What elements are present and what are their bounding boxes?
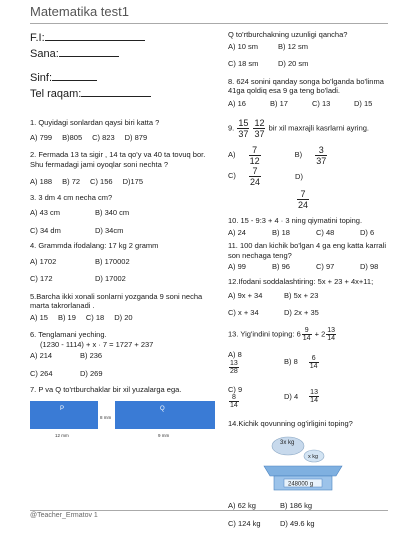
page-title: Matematika test1 [30,4,129,19]
option[interactable]: A) 8 $\frac{13}{28}$ [228,350,242,375]
option[interactable]: B) $\frac{3}{37}$ [294,145,327,166]
question-3: 3. 3 dm 4 cm necha cm? [30,192,113,202]
option[interactable]: D) 879 [124,132,148,142]
scale-reading: 248000 g [288,481,314,487]
option[interactable]: A) 99 [228,262,246,271]
option[interactable]: B) 5x + 23 [284,291,319,300]
option[interactable]: A) 799 [30,132,53,142]
option[interactable]: C) 124 kg [228,518,261,528]
option[interactable]: D) 15 [354,98,373,108]
option[interactable]: B) 12 sm [278,41,309,51]
question-1: 1. Quyidagi sonlardan qaysi biri katta ? [30,118,160,127]
option[interactable]: D) 98 [360,262,379,271]
option[interactable]: A) 16 [228,98,246,108]
question-14: 14.Kichik qovunning og'irligini toping? [228,419,353,428]
option[interactable]: C) 18 sm [228,59,259,68]
footer-credit: @Teacher_Ermatov 1 [30,512,98,519]
option[interactable]: A) 10 sm [228,41,259,51]
option[interactable]: C) 9 $\frac{8}{14}$ [228,384,243,409]
option[interactable]: C) 172 [30,274,53,283]
option[interactable]: A) 1702 [30,256,57,266]
date-field[interactable]: Sana: [30,46,210,62]
option[interactable]: B) 236 [80,351,103,360]
option[interactable]: C) $\frac{7}{24}$ [228,166,261,187]
question-5-options [30,313,210,323]
option[interactable]: A) 214 [30,351,53,360]
question-6: 6. Tenglamani yeching. [30,330,107,339]
equation: (1230 - 1114) + x · 7 = 1727 + 237 [40,339,154,349]
question-10: 10. 15 - 9:3 + 4 · 3 ning qiymatini toping. [228,216,363,225]
question-11-options [228,262,394,272]
option[interactable]: D) 2x + 35 [284,307,319,317]
option[interactable]: C) 823 [92,132,115,142]
question-9: 9. $\frac{15}{37}$ $\frac{12}{37}$ bir xil maxrajli kasrlarni ayring. [228,118,370,139]
question-4: 4. Grammda ifodalang: 17 kg 2 gramm [30,241,159,250]
option[interactable]: D) 20 [114,312,133,322]
option[interactable]: A) 43 cm [30,208,61,217]
question-8: 8. 624 sonini qanday songa bo'lganda bo'linma 41ga qoldiq esa 9 ga teng bo'ladi. [228,76,384,95]
question-7-options [228,42,394,52]
name-field[interactable]: F.I: [30,30,210,46]
option[interactable]: D) 269 [80,368,103,378]
option[interactable]: B) 340 cm [95,208,130,217]
question-5: 5.Barcha ikki xonali sonlarni yozganda 9 soni necha marta takrorlanadi . [30,291,203,310]
option[interactable]: D) 34cm [95,225,124,235]
scale-illustration [258,432,348,494]
option[interactable]: B) 170002 [95,256,130,266]
option[interactable]: B) 17 [270,98,288,108]
option[interactable]: C) 156 [90,177,113,186]
question-2-options [30,177,210,187]
option[interactable]: C) 48 [316,227,335,237]
question-2: 2. Fermada 13 ta sigir , 14 ta qo'y va 40 ta tovuq bor. Shu fermadagi jami oyoqlar soni nechta ? [30,150,206,169]
rectangle-q: Q [115,401,215,429]
question-3-options [30,208,210,218]
option[interactable]: B) 186 kg [280,501,313,510]
option[interactable]: C) 34 dm [30,225,61,235]
option[interactable]: D) [295,171,303,181]
fraction: $\frac{12}{37}$ [254,118,265,139]
option[interactable]: A) $\frac{7}{12}$ [228,145,260,166]
question-13-options [228,350,394,375]
option[interactable]: D) 49.6 kg [280,518,315,528]
title-divider [30,23,388,24]
question-4-options [30,257,210,267]
small-melon-label: x kg [308,453,319,460]
option[interactable]: A) 24 [228,227,246,237]
option[interactable]: C) 13 [312,98,331,108]
question-1-options [30,133,210,143]
option[interactable]: D) 17002 [95,274,126,283]
question-10-options [228,228,394,238]
left-column [30,30,210,441]
class-field[interactable]: Sinf: [30,70,210,86]
option[interactable]: B)805 [62,132,83,142]
question-13: 13. Yig'indini toping: 6 $\frac{9}{14}$ + 2 $\frac{13}{14}$ [228,327,336,342]
option[interactable]: C) 264 [30,368,53,378]
question-8-options [228,99,394,109]
option[interactable]: D) 6 [360,227,375,237]
question-11: 11. 100 dan kichik bo'lgan 4 ga eng katta karrali son nechaga teng? [228,241,387,260]
right-column [228,30,394,528]
option[interactable]: C) 97 [316,262,335,271]
option[interactable]: A) 62 kg [228,501,256,510]
option[interactable]: D)175 [122,177,143,186]
scale-platform-icon [264,466,342,476]
rectangle-p: P [30,401,98,429]
fraction: $\frac{15}{37}$ [238,118,249,139]
option[interactable]: B) 96 [272,262,290,271]
phone-field[interactable]: Tel raqam: [30,86,210,102]
option[interactable]: A) 188 [30,177,53,186]
question-6-options [30,351,210,361]
option[interactable]: B) 8 $\frac{6}{14}$ [284,354,318,370]
option[interactable]: C) x + 34 [228,307,259,317]
option-d-value: $\frac{7}{24}$ [298,189,309,210]
big-melon-label: 3x kg [280,439,295,446]
option[interactable]: B) 19 [57,312,76,322]
question-12-options [228,291,394,301]
question-7: 7. P va Q to'rtburchaklar bir xil yuzalarga ega. [30,385,182,394]
option[interactable]: A) 15 [30,312,48,322]
option[interactable]: D) 4 $\frac{13}{14}$ [284,389,318,405]
footer-divider [30,510,388,511]
option[interactable]: B) 72 [62,177,81,186]
question-12: 12.Ifodani soddalashtiring: 5x + 23 + 4x+11; [228,276,374,286]
option[interactable]: A) 9x + 34 [228,291,263,300]
question-9-options [228,145,394,187]
question-7-continued: Q to'rtburchakning uzunligi qancha? [228,30,348,39]
rectangles-figure: P 8 mm 12 mm Q 9 mm [30,401,210,441]
option[interactable]: D) 20 sm [278,59,309,68]
option[interactable]: B) 18 [272,227,290,237]
option[interactable]: C) 18 [85,312,105,322]
